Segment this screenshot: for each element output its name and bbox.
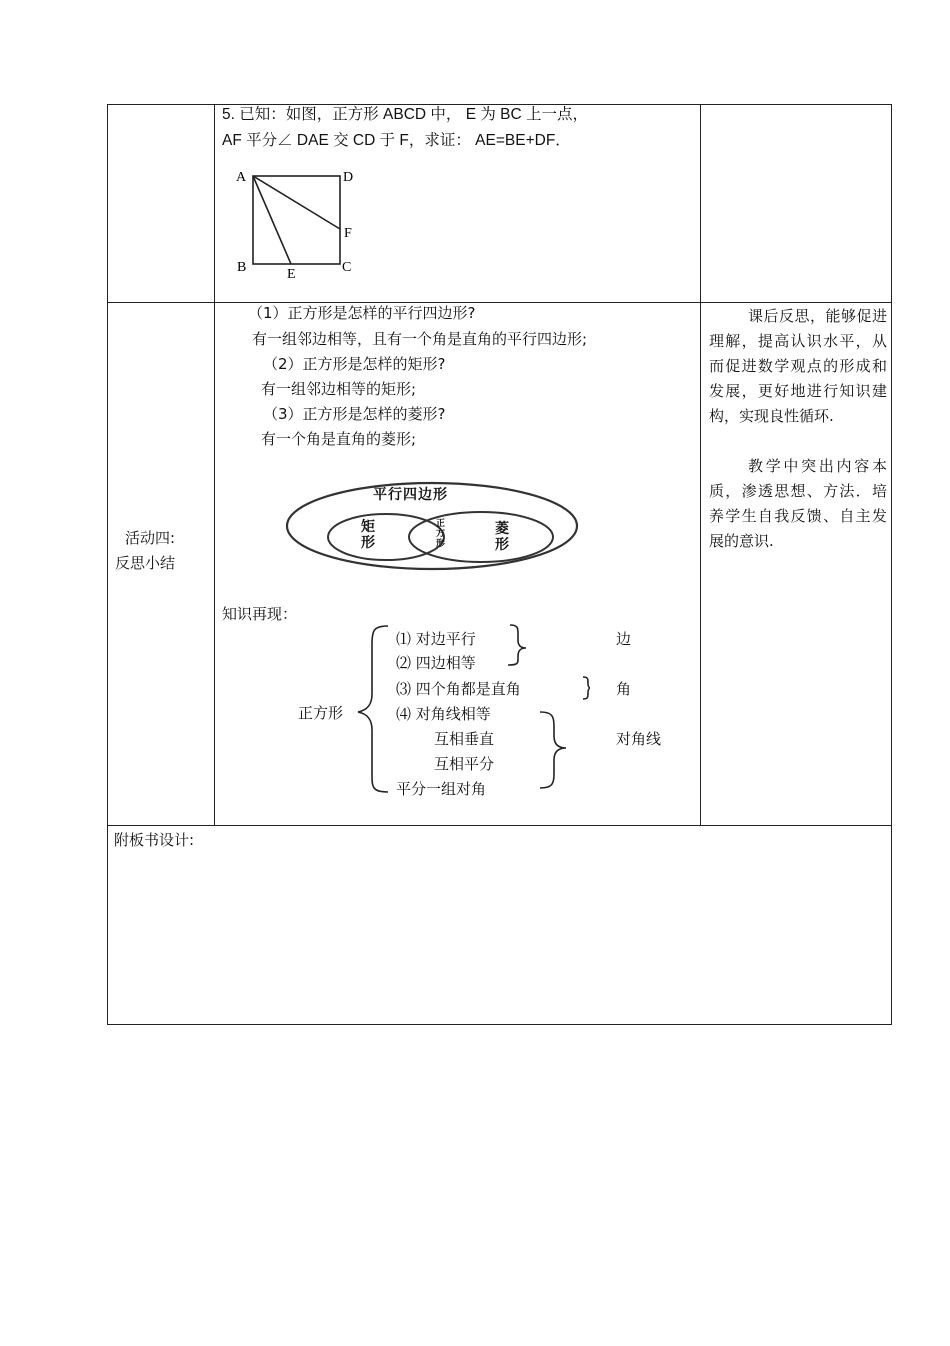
reflection-paragraph-1: 课后反思，能够促进理解，提高认识水平，从而促进数学观点的形成和发展，更好地进行知识建构，实现良性循环. bbox=[709, 307, 887, 425]
group-label-angles: 角 bbox=[616, 680, 632, 698]
reflection-paragraph-2: 教学中突出内容本质，渗透思想、方法．培养学生自我反馈、自主发展的意识. bbox=[709, 457, 887, 550]
question-1: （1）正方形是怎样的平行四边形? bbox=[248, 304, 476, 322]
knowledge-item-3: ⑶ 四个角都是直角 bbox=[396, 680, 521, 698]
square-abcd bbox=[253, 176, 340, 264]
knowledge-braces bbox=[350, 620, 590, 800]
table-border-top bbox=[107, 104, 892, 105]
question-2: （2）正方形是怎样的矩形? bbox=[263, 355, 446, 373]
segment-ae bbox=[253, 176, 291, 264]
label-f: F bbox=[344, 226, 352, 241]
problem-line-2: AF 平分∠ DAE 交 CD 于 F，求证： AE=BE+DF． bbox=[222, 132, 571, 149]
table-row-divider-2 bbox=[107, 825, 892, 826]
table-col-divider-2 bbox=[700, 104, 701, 826]
knowledge-title: 知识再现： bbox=[222, 605, 298, 623]
venn-rectangle-label-1: 矩 bbox=[361, 519, 375, 535]
left-brace bbox=[358, 626, 388, 792]
answer-2: 有一组邻边相等的矩形; bbox=[261, 380, 417, 398]
board-design-label: 附板书设计: bbox=[114, 831, 195, 849]
segment-af bbox=[253, 176, 340, 229]
activity-label-line-2: 反思小结 bbox=[115, 554, 176, 572]
answer-3: 有一个角是直角的菱形; bbox=[261, 430, 417, 448]
question-3: （3）正方形是怎样的菱形? bbox=[263, 405, 446, 423]
knowledge-item-2: ⑵ 四边相等 bbox=[396, 654, 476, 672]
table-border-left bbox=[107, 104, 108, 1025]
knowledge-item-1: ⑴ 对边平行 bbox=[396, 630, 476, 648]
square-figure bbox=[230, 165, 370, 283]
knowledge-root: 正方形 bbox=[298, 704, 344, 722]
knowledge-item-4: ⑷ 对角线相等 bbox=[396, 705, 491, 723]
table-border-right bbox=[891, 104, 892, 1025]
venn-rhombus-label-1: 菱 bbox=[495, 521, 509, 537]
label-c: C bbox=[342, 260, 352, 275]
venn-rectangle-label-2: 形 bbox=[361, 535, 375, 551]
brace-angles bbox=[583, 677, 590, 699]
knowledge-item-6: 互相平分 bbox=[434, 755, 495, 773]
label-b: B bbox=[237, 260, 247, 275]
venn-rhombus-label-2: 形 bbox=[495, 537, 509, 553]
venn-square-label-2: 方 bbox=[436, 529, 446, 539]
venn-square-label-3: 形 bbox=[436, 539, 446, 549]
knowledge-item-7: 平分一组对角 bbox=[396, 780, 487, 798]
venn-outer-label: 平行四边形 bbox=[373, 487, 448, 503]
table-border-bottom bbox=[107, 1024, 892, 1025]
label-e: E bbox=[287, 267, 296, 282]
answer-1: 有一组邻边相等，且有一个角是直角的平行四边形; bbox=[252, 330, 588, 348]
brace-edges bbox=[508, 625, 526, 665]
venn-square-label-1: 正 bbox=[436, 519, 446, 529]
group-label-diagonals: 对角线 bbox=[616, 730, 662, 748]
table-col-divider-1 bbox=[214, 104, 215, 826]
label-a: A bbox=[236, 170, 247, 185]
venn-rhombus-ellipse bbox=[409, 512, 553, 562]
label-d: D bbox=[343, 170, 354, 185]
knowledge-item-5: 互相垂直 bbox=[434, 730, 495, 748]
problem-line-1: 5. 已知：如图，正方形 ABCD 中， E 为 BC 上一点， bbox=[222, 106, 589, 123]
table-row-divider-1 bbox=[107, 302, 892, 303]
group-label-edges: 边 bbox=[616, 630, 632, 648]
brace-diagonals bbox=[540, 712, 566, 788]
activity-label-line-1: 活动四: bbox=[125, 529, 176, 547]
